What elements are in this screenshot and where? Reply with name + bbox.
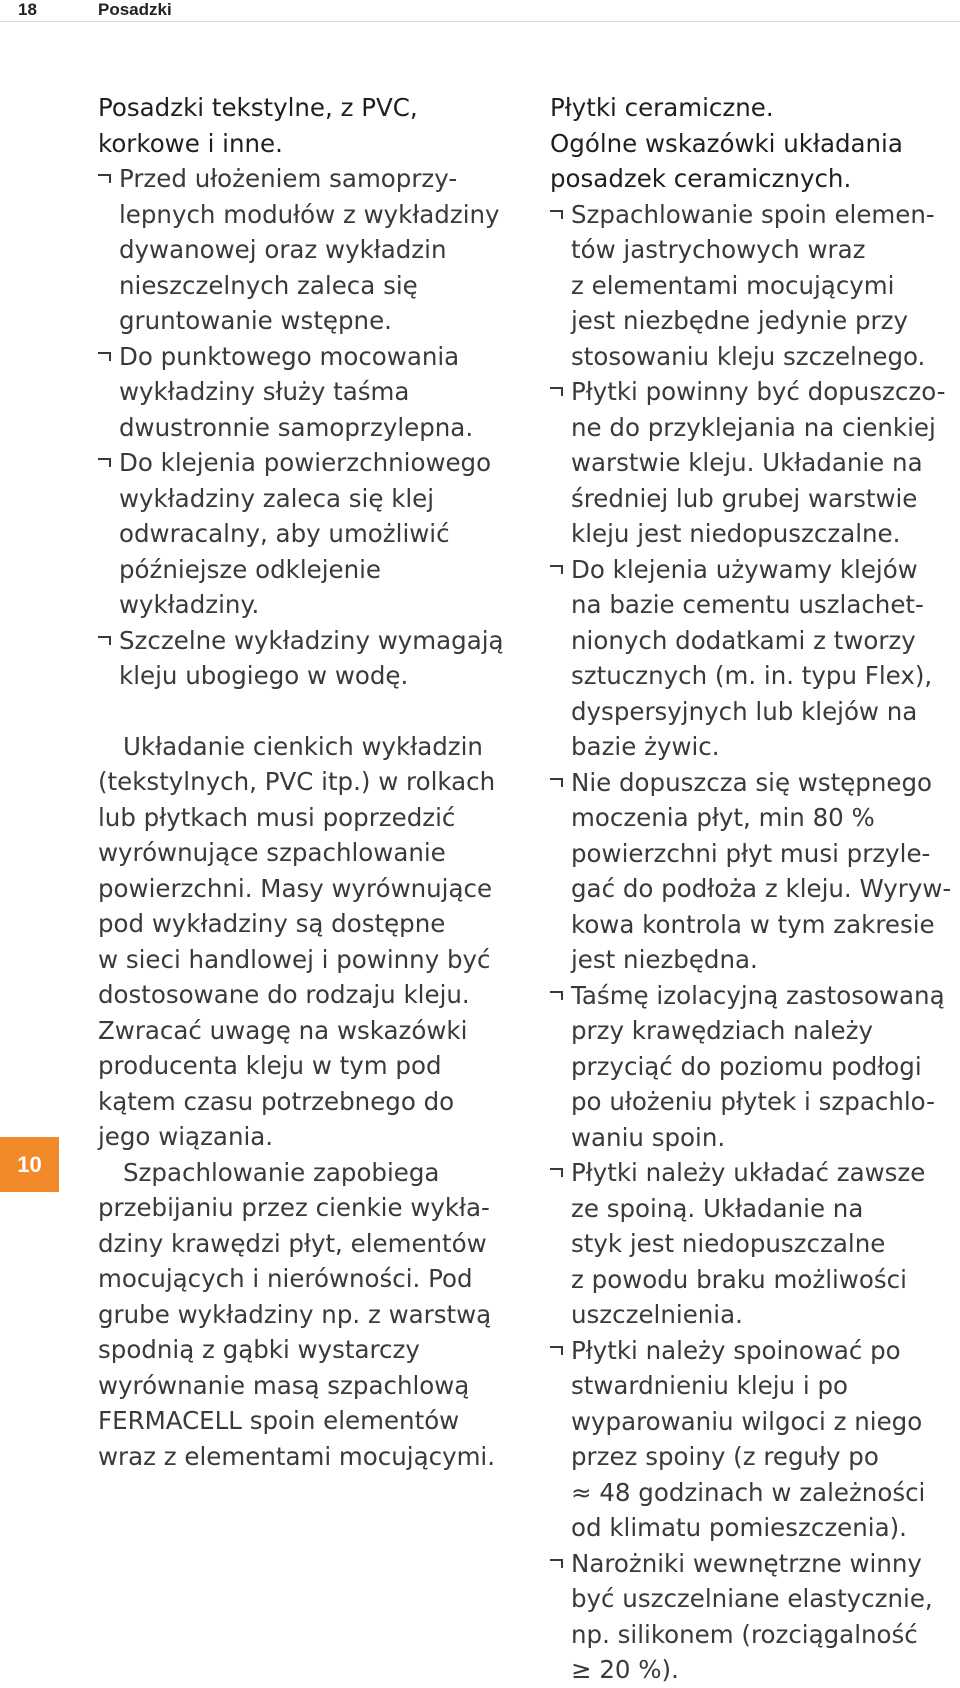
heading-line: Płytki ceramiczne. <box>550 93 774 122</box>
text-line: wykładziny. <box>119 590 260 619</box>
bullet-icon <box>98 352 111 361</box>
paragraph <box>98 1155 518 1475</box>
bullet-icon <box>550 1346 563 1355</box>
text-line: Płytki powinny być dopuszczo- <box>571 377 946 406</box>
page-number: 18 <box>18 0 37 19</box>
bullet-icon <box>550 387 563 396</box>
text-line: wraz z elementami mocującymi. <box>98 1441 496 1471</box>
list-item <box>550 1333 960 1546</box>
text-line: Szczelne wykładziny wymagają <box>119 625 504 655</box>
list-item <box>550 765 960 978</box>
text-line: moczenia płyt, min 80 % <box>571 803 875 832</box>
text-line: przyciąć do poziomu podłogi <box>571 1051 922 1081</box>
text-line: Szpachlowanie zapobiega <box>123 1157 440 1187</box>
bullet-icon <box>550 991 563 1000</box>
text-line: nieszczelnych zaleca się <box>119 270 418 300</box>
text-line: ze spoiną. Układanie na <box>571 1193 864 1223</box>
text-line: stosowaniu kleju szczelnego. <box>571 341 926 371</box>
text-line: jest niezbędna. <box>571 945 758 974</box>
text-line: jego wiązania. <box>98 1122 274 1151</box>
list-item <box>550 1155 960 1333</box>
text-line: gać do podłoża z kleju. Wyryw- <box>571 874 952 903</box>
text-line: lub płytkach musi poprzedzić <box>98 802 456 832</box>
text-line: kątem czasu potrzebnego do <box>98 1086 455 1116</box>
text-line: powierzchni. Masy wyrównujące <box>98 873 493 903</box>
bullet-icon <box>550 778 563 787</box>
list-item <box>550 197 960 375</box>
heading-line: Posadzki tekstylne, z PVC, <box>98 93 418 122</box>
text-line: Układanie cienkich wykładzin <box>123 731 483 761</box>
text-line: Zwracać uwagę na wskazówki <box>98 1015 468 1045</box>
spacer <box>98 694 518 729</box>
text-line: Szpachlowanie spoin elemen- <box>571 199 935 229</box>
bullet-icon <box>550 210 563 219</box>
text-line: (tekstylnych, PVC itp.) w rolkach <box>98 767 496 796</box>
page-header <box>0 0 960 22</box>
paragraph <box>98 729 518 1155</box>
heading-line: Ogólne wskazówki układania <box>550 128 903 158</box>
bullet-list <box>550 197 960 1688</box>
text-line: producenta kleju w tym pod <box>98 1051 442 1080</box>
text-line: Nie dopuszcza się wstępnego <box>571 767 932 797</box>
text-line: Do punktowego mocowania <box>119 341 460 371</box>
bullet-icon <box>550 1559 563 1568</box>
list-item <box>550 374 960 552</box>
text-line: kleju ubogiego w wodę. <box>119 661 409 690</box>
text-line: dyspersyjnych lub klejów na <box>571 696 918 726</box>
text-line: stwardnieniu kleju i po <box>571 1371 849 1400</box>
text-line: przez spoiny (z reguły po <box>571 1442 879 1471</box>
text-line: wyparowaniu wilgoci z niego <box>571 1406 923 1436</box>
text-line: wyrównujące szpachlowanie <box>98 838 446 867</box>
section-title: Posadzki <box>98 0 172 19</box>
list-item <box>98 623 518 694</box>
heading-line: korkowe i inne. <box>98 128 283 158</box>
text-line: z powodu braku możliwości <box>571 1264 907 1294</box>
text-line: spodnią z gąbki wystarczy <box>98 1335 420 1364</box>
text-line: dziny krawędzi płyt, elementów <box>98 1228 487 1258</box>
text-line: Taśmę izolacyjną zastosowaną <box>571 980 945 1010</box>
text-line: nionych dodatkami z tworzy <box>571 625 916 655</box>
text-line: odwracalny, aby umożliwić <box>119 519 450 548</box>
text-line: ne do przyklejania na cienkiej <box>571 412 936 442</box>
list-item <box>98 161 518 339</box>
list-item <box>550 1546 960 1688</box>
bullet-icon <box>550 565 563 574</box>
text-line: późniejsze odklejenie <box>119 554 381 584</box>
section-heading-ceramic-tiles <box>550 90 960 197</box>
text-line: z elementami mocującymi <box>571 270 895 300</box>
text-line: uszczelnienia. <box>571 1300 743 1329</box>
text-line: na bazie cementu uszlachet- <box>571 590 924 619</box>
right-column <box>550 90 960 1688</box>
text-line: pod wykładziny są dostępne <box>98 909 446 938</box>
text-line: kowa kontrola w tym zakresie <box>571 909 935 939</box>
text-line: dwustronnie samoprzylepna. <box>119 412 474 442</box>
text-line: ≈ 48 godzinach w zależności <box>571 1477 926 1507</box>
text-line: ≥ 20 %). <box>571 1655 679 1684</box>
text-line: Do klejenia używamy klejów <box>571 554 918 584</box>
heading-line: posadzek ceramicznych. <box>550 164 852 193</box>
text-line: warstwie kleju. Układanie na <box>571 448 923 477</box>
text-line: waniu spoin. <box>571 1122 726 1152</box>
text-line: Płytki należy spoinować po <box>571 1335 901 1365</box>
text-line: np. silikonem (rozciągalność <box>571 1619 918 1649</box>
section-heading-flooring <box>98 90 518 161</box>
text-line: wykładziny zaleca się klej <box>119 483 435 513</box>
list-item <box>98 445 518 623</box>
bullet-list <box>98 161 518 694</box>
left-column <box>98 90 518 1474</box>
text-line: grube wykładziny np. z warstwą <box>98 1299 492 1329</box>
text-line: lepnych modułów z wykładziny <box>119 199 500 229</box>
text-line: w sieci handlowej i powinny być <box>98 944 491 974</box>
text-line: bazie żywic. <box>571 732 720 761</box>
bullet-icon <box>98 174 111 183</box>
text-line: średniej lub grubej warstwie <box>571 483 918 513</box>
text-line: wyrównanie masą szpachlową <box>98 1370 470 1400</box>
text-line: jest niezbędne jedynie przy <box>571 306 908 335</box>
text-line: Narożniki wewnętrzne winny <box>571 1548 922 1578</box>
text-line: sztucznych (m. in. typu Flex), <box>571 661 933 690</box>
bullet-icon <box>98 458 111 467</box>
chapter-tab: 10 <box>0 1137 59 1192</box>
list-item <box>550 552 960 765</box>
text-line: od klimatu pomieszczenia). <box>571 1513 907 1542</box>
text-line: tów jastrychowych wraz <box>571 235 866 264</box>
text-line: gruntowanie wstępne. <box>119 306 392 335</box>
text-line: Płytki należy układać zawsze <box>571 1158 926 1187</box>
text-line: być uszczelniane elastycznie, <box>571 1584 933 1613</box>
text-line: dostosowane do rodzaju kleju. <box>98 980 470 1009</box>
text-line: po ułożeniu płytek i szpachlo- <box>571 1087 935 1116</box>
text-line: FERMACELL spoin elementów <box>98 1406 460 1435</box>
bullet-icon <box>98 636 111 645</box>
text-line: powierzchni płyt musi przyle- <box>571 838 931 868</box>
text-line: kleju jest niedopuszczalne. <box>571 519 901 548</box>
text-line: przebijaniu przez cienkie wykła- <box>98 1193 490 1222</box>
text-line: mocujących i nierówności. Pod <box>98 1264 473 1293</box>
text-line: wykładziny służy taśma <box>119 377 410 406</box>
text-line: Przed ułożeniem samoprzy- <box>119 164 458 193</box>
text-line: Do klejenia powierzchniowego <box>119 448 492 477</box>
text-line: styk jest niedopuszczalne <box>571 1229 886 1258</box>
text-line: dywanowej oraz wykładzin <box>119 235 447 264</box>
list-item <box>550 978 960 1156</box>
text-line: przy krawędziach należy <box>571 1016 873 1045</box>
list-item <box>98 339 518 446</box>
bullet-icon <box>550 1168 563 1177</box>
